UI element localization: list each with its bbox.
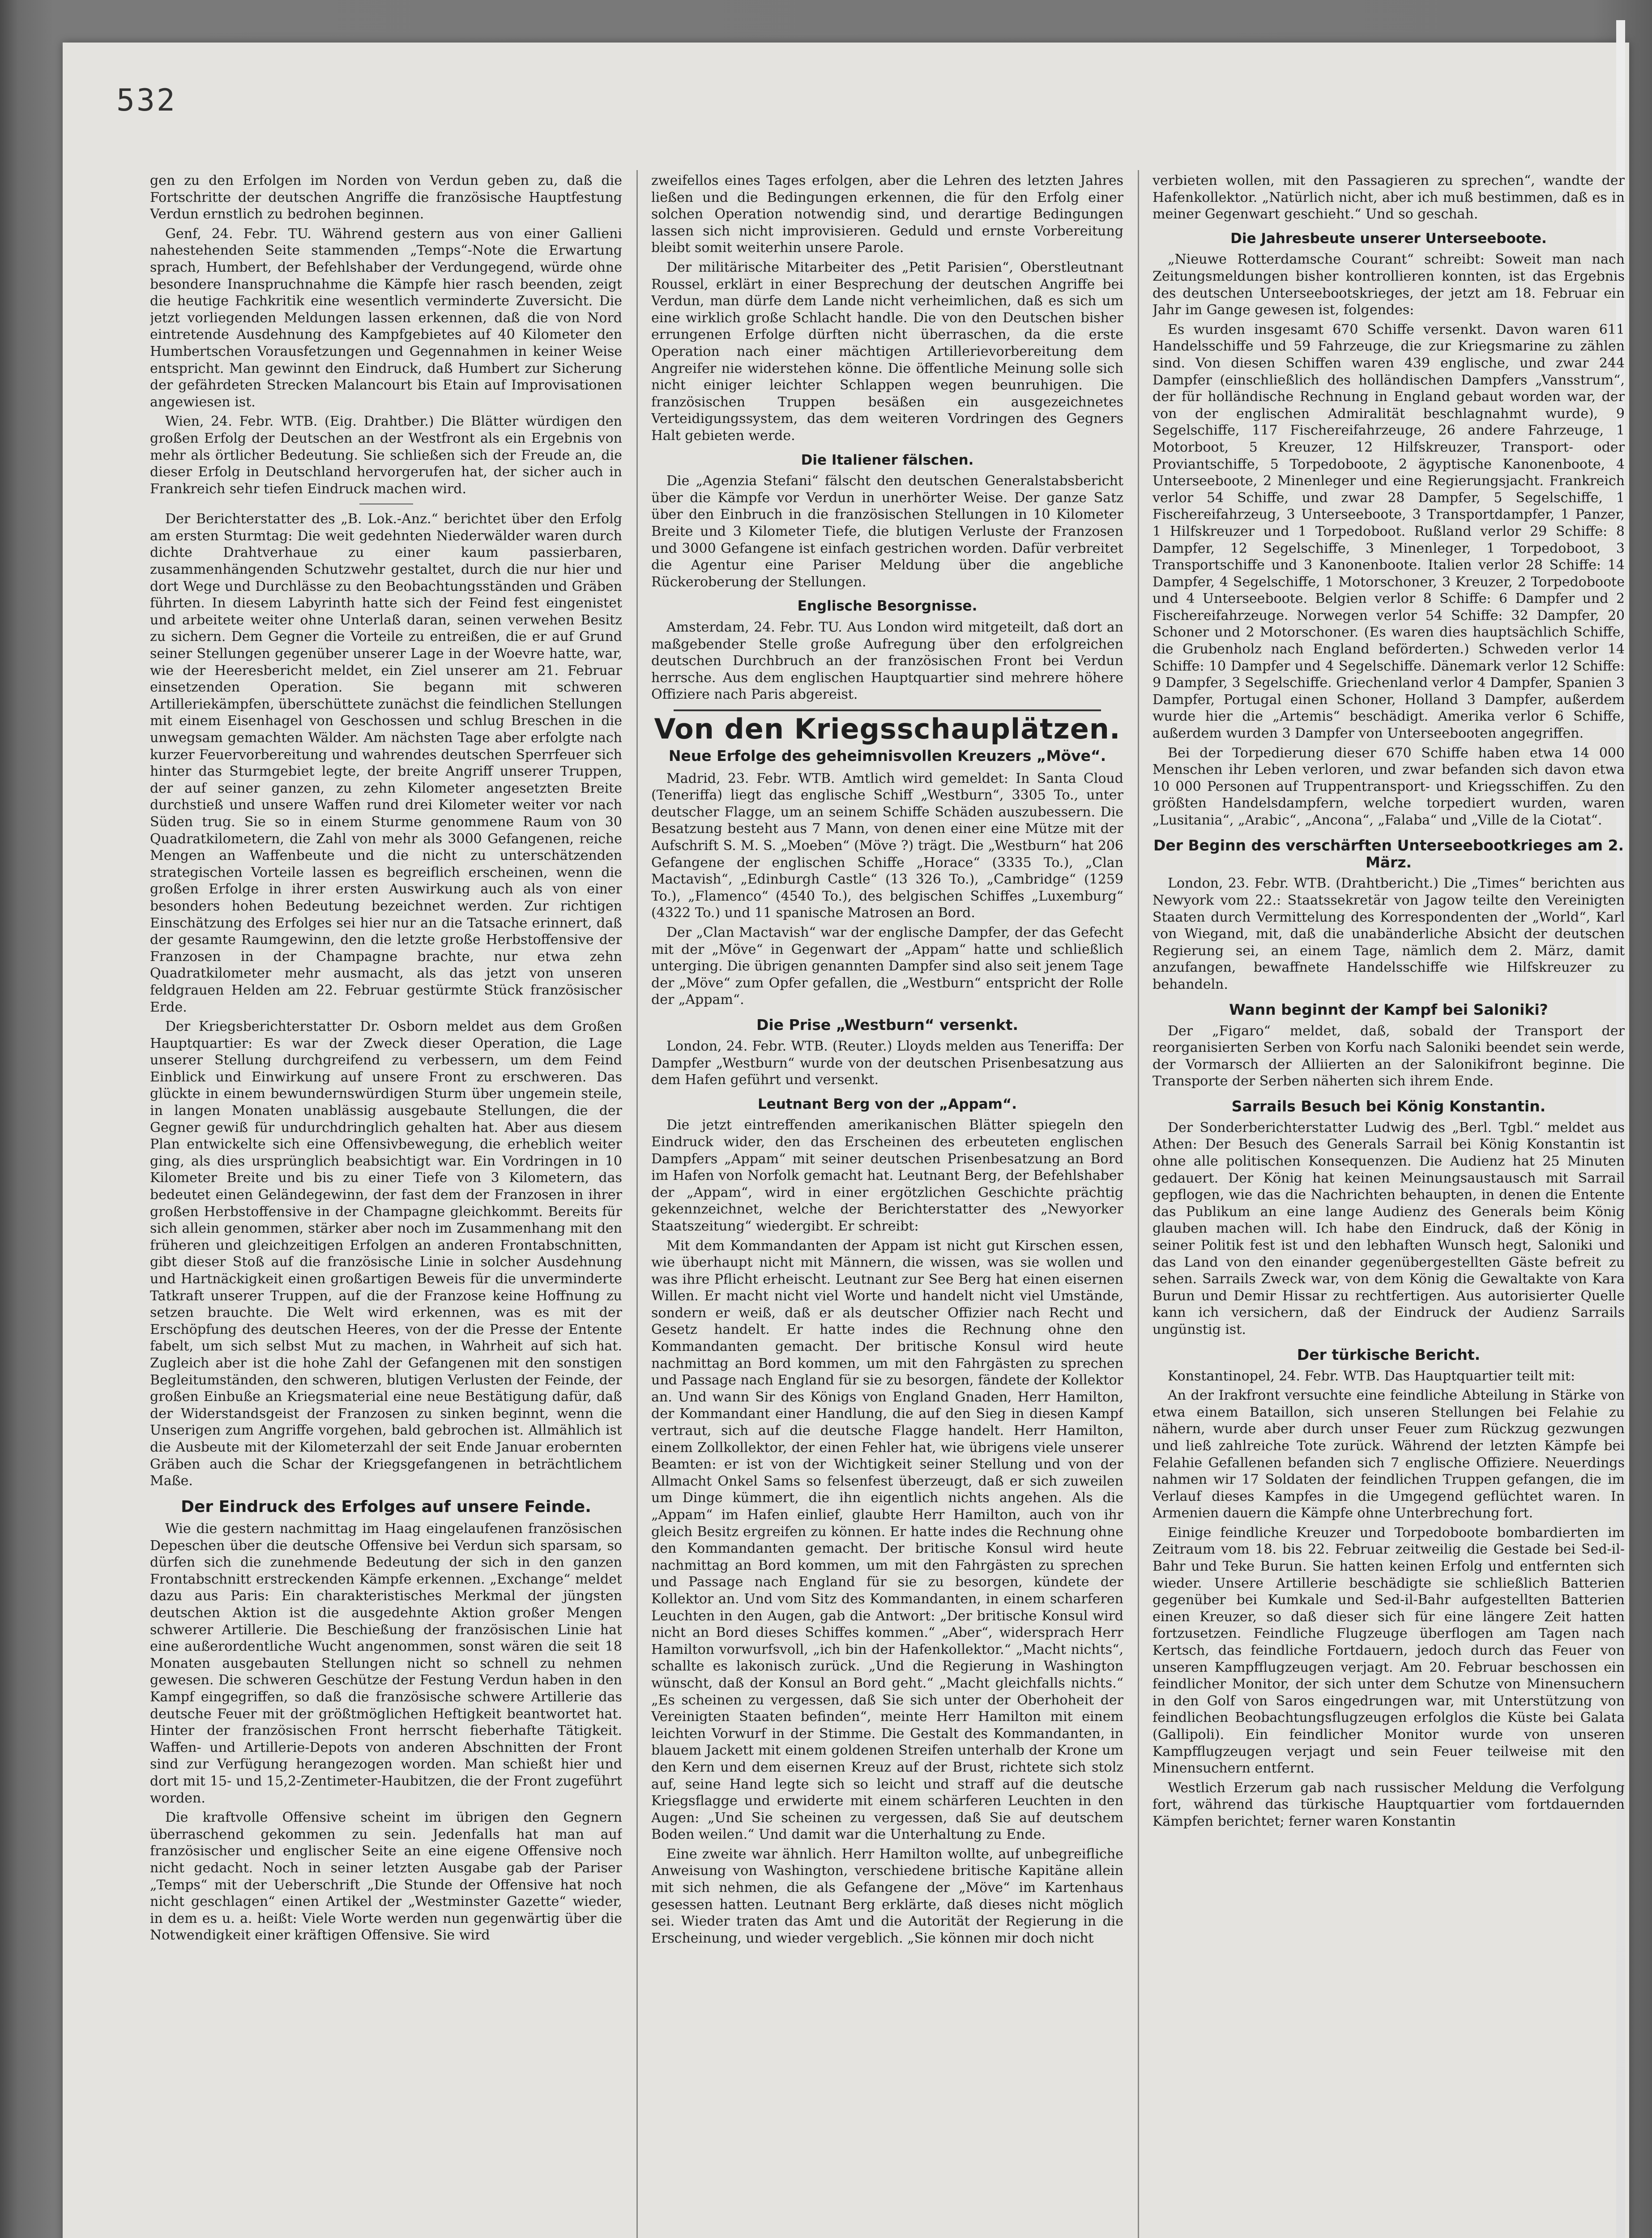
- article-paragraph: Der Sonderberichterstatter Ludwig des „Berl. Tgbl.“ meldet aus Athen: Der Besuch des Generals Sarrail bei König Konstantin ist ohne alle politischen Konsequenzen. Die Audienz hat 25 Minuten gedauert. Der König hat keinen Meinungsaustausch mit Sarrail gepflogen, wie das die Nachrichten behaupten, in denen die Entente das Publikum an eine lange Audienz des Generals beim König glauben machen will. Ich habe den Eindruck, daß der König in seiner Politik fest ist und den lebhaften Wunsch hegt, Saloniki und das Land von den einander gegenübergestellten Gäste befreit zu sehen. Sarrails Zweck war, von dem König die Gewaltakte von Kara Burun und Demir Hissar zu rechtfertigen. Aus autorisierter Quelle kann ich versichern, daß der Eindruck der Audienz Sarrails ungünstig ist.: [1153, 1119, 1625, 1338]
- article-paragraph: Der „Clan Mactavish“ war der englische Dampfer, der das Gefecht mit der „Möve“ in Gegenwart der „Appam“ hatte und schließlich unterging. Die übrigen genannten Dampfer sind also seit jenem Tage der „Möve“ zum Opfer gefallen, die „Westburn“ entspricht der Rolle der „Appam“.: [651, 925, 1123, 1008]
- article-headline: Wann beginnt der Kampf bei Saloniki?: [1229, 1000, 1548, 1018]
- article-paragraph: gen zu den Erfolgen im Norden von Verdun geben zu, daß die Fortschritte der deutschen Angriffe die französische Hauptfestung Verdun ernstlich zu bedrohen beginnen.: [150, 173, 622, 222]
- page-number: 532: [116, 83, 177, 118]
- article-paragraph: Eine zweite war ähnlich. Herr Hamilton wollte, auf unbegreifliche Anweisung von Washington, verschiedene britische Kapitäne allein mit sich nehmen, die als Gefangene der „Möve“ im Kartenhaus gesessen hatten. Leutnant Berg erklärte, daß dieses nicht möglich sei. Wieder traten das Amt und die Autorität der Regierung in die Erscheinung, und wieder vergeblich. „Sie können mir doch nicht: [651, 1846, 1123, 1946]
- article-headline: Die Italiener fälschen.: [801, 452, 974, 468]
- column-2: [651, 172, 1123, 2238]
- article-paragraph: „Nieuwe Rotterdamsche Courant“ schreibt: Soweit man nach Zeitungsmeldungen bisher kontrollieren konnten, ist das Ergebnis des deutschen Unterseebootskrieges, der jetzt am 18. Februar ein Jahr im Gange gewesen ist, folgendes:: [1153, 252, 1625, 318]
- column-3: [1153, 172, 1625, 2238]
- article-paragraph: Einige feindliche Kreuzer und Torpedoboote bombardierten im Zeitraum vom 18. bis 22. Februar zeitweilig die Gestade bei Sed-il-Bahr und Teke Burun. Sie hatten keinen Erfolg und entfernten sich wieder. Unsere Artillerie beschädigte sie schließlich Batterien gegenüber bei Kumkale und Sed-il-Bahr aufgestellten Batterien einen Kreuzer, so daß dieser sich für eine längere Zeit hatten fortzusetzen. Feindliche Flugzeuge überflogen am Tagen nach Kertsch, das feindliche Fortdauern, jedoch durch das Feuer von unseren Kampfflugzeugen verjagt. Am 20. Februar beschossen ein feindlicher Monitor, der sich unter dem Schutze von Minensuchern in den Golf von Saros eingedrungen war, mit Unterstützung von feindlichen Beobachtungsflugzeugen erfolglos die Küste bei Galata (Gallipoli). Ein feindlicher Monitor wurde von unseren Kampfflugzeugen verjagt und sein Feuer teilweise mit den Minensuchern entfernt.: [1153, 1525, 1625, 1777]
- article-headline: Der Eindruck des Erfolges auf unsere Feinde.: [181, 1497, 591, 1516]
- article-paragraph: An der Irakfront versuchte eine feindliche Abteilung in Stärke von etwa einem Bataillon, sich unseren Stellungen bei Felahie zu nähern, wurde aber durch unser Feuer zum Rückzug gezwungen und ließ zahlreiche Tote zurück. Während der letzten Kämpfe bei Felahie Gefallenen befanden sich 7 englische Offiziere. Neuerdings nahmen wir 17 Soldaten der feindlichen Truppen gefangen, die im Verlauf dieses Kampfes in die Umgegend geflüchtet waren. In Armenien dauern die Kämpfe ohne Unterbrechung fort.: [1153, 1388, 1625, 1521]
- article-paragraph: Der militärische Mitarbeiter des „Petit Parisien“, Oberstleutnant Roussel, erklärt in einer Besprechung der deutschen Angriffe bei Verdun, man dürfe dem Lande nicht verheimlichen, daß es sich um eine wirklich große Schlacht handle. Die von den Deutschen bisher errungenen Erfolge dürften nicht überraschen, da die erste Operation nach einer mächtigen Artillerievorbereitung dem Angreifer nie widerstehen könne. Die öffentliche Meinung solle sich nicht einiger leichter Schlappen wegen beunruhigen. Die französischen Truppen besäßen ein ausgezeichnetes Verteidigungssystem, das dem weiteren Vordringen des Gegners Halt gebieten werde.: [651, 259, 1123, 444]
- article-headline: Englische Besorgnisse.: [797, 598, 978, 615]
- article-paragraph: London, 23. Febr. WTB. (Drahtbericht.) Die „Times“ berichten aus Newyork vom 22.: Staatssekretär von Jagow teilte den Vereinigten Staaten durch Vermittelung des Korrespondenten der „World“, Karl von Wiegand, mit, daß die unabänderliche Absicht der deutschen Regierung sei, an einem Tage, nämlich dem 2. März, damit anzufangen, bewaffnete Handelsschiffe wie Hilfskreuzer zu behandeln.: [1153, 876, 1625, 993]
- section-divider: [674, 709, 1101, 711]
- section-banner: Von den Kriegsschauplätzen.: [654, 712, 1121, 745]
- article-headline: Die Jahresbeute unserer Unterseeboote.: [1230, 230, 1547, 247]
- column-rule: [1138, 170, 1139, 2238]
- article-paragraph: Es wurden insgesamt 670 Schiffe versenkt. Davon waren 611 Handelsschiffe und 59 Fahrzeuge, die zur Kriegsmarine zu zählen sind. Von diesen Schiffen waren 439 englische, und zwar 244 Dampfer (einschließlich des holländischen Dampfers „Vansstrum“, der für holländische Rechnung in England gebaut worden war, der von der englischen Admiralität beschlagnahmt wurde), 9 Segelschiffe, 117 Fischereifahrzeuge, 26 andere Fahrzeuge, 1 Motorboot, 5 Kreuzer, 12 Hilfskreuzer, Transport- oder Proviantschiffe, 5 Torpedoboote, 2 ägyptische Kanonenboote, 4 Unterseeboote, 2 Minenleger und eine Regierungsjacht. Frankreich verlor 54 Schiffe, und zwar 28 Dampfer, 5 Segelschiffe, 1 Fischereifahrzeug, 3 Unterseeboote, 3 Transportdampfer, 1 Panzer, 1 Hilfskreuzer und 1 Torpedoboot. Rußland verlor 29 Schiffe: 8 Dampfer, 12 Segelschiffe, 3 Minenleger, 1 Torpedoboot, 3 Transportschiffe und 3 Kanonenboote. Italien verlor 28 Schiffe: 14 Dampfer, 4 Segelschiffe, 1 Motorschoner, 3 Kreuzer, 2 Torpedoboote und 4 Unterseeboote. Belgien verlor 8 Schiffe: 6 Dampfer und 2 Fischereifahrzeuge. Norwegen verlor 54 Schiffe: 32 Dampfer, 20 Schoner und 2 Motorschoner. (Es waren dies hauptsächlich Schiffe, die Grubenholz nach England beförderten.) Schweden verlor 14 Schiffe: 10 Dampfer und 4 Segelschiffe. Dänemark verlor 12 Schiffe: 9 Dampfer, 3 Segelschiffe. Griechenland verlor 4 Dampfer, Spanien 3 Dampfer, Portugal einen Schoner, Holland 3 Dampfer, außerdem wurde hier die „Artemis“ beschädigt. Amerika verlor 6 Schiffe, außerdem wurden 3 Dampfer von Unterseebooten angegriffen.: [1153, 321, 1625, 742]
- article-paragraph: Der Berichterstatter des „B. Lok.-Anz.“ berichtet über den Erfolg am ersten Sturmtag: Die weit gedehnten Niederwälder waren durch dichte Drahtverhaue zu einer kaum passierbaren, zusammenhängenden Schutzwehr gestaltet, durch die nur hier und dort Wege und Durchlässe zu den Beobachtungsständen und Gräben führten. In diesem Labyrinth hatte sich der Feind fest eingenistet und arbeitete weiter ohne Unterlaß daran, seinen verwehen Besitz zu sichern. Dem Gegner die Vorteile zu entreißen, die er auf Grund seiner Stellungen gegenüber unserer Lage in der Woevre hatte, war, wie der Heeresbericht meldet, ein Ziel unserer am 21. Februar einsetzenden Operation. Sie begann mit schweren Artilleriekämpfen, überschüttete zunächst die feindlichen Stellungen mit einem Eisenhagel von Geschossen und schlug Breschen in die unwegsam gemachten Wälder. Am nächsten Tage aber erfolgte nach kurzer Feuervorbereitung und wahrendes deutschen Sperrfeuer sich hinter das Sturmgebiet legte, der breite Angriff unserer Truppen, der auf seiner ganzen, zu zehn Kilometer angesetzten Breite durchstieß und unsere Waffen rund drei Kilometer weiter vor nach Süden trug. Sie so in einem Sturme genommene Raum von 30 Quadratkilometern, die Zahl von mehr als 3000 Gefangenen, reiche Mengen an Waffenbeute und die nicht zu unterschätzenden strategischen Vorteile lassen es begreiflich erscheinen, wenn die großen Erfolge in ihrer ersten Auswirkung auch als von einer besonders hohen Bedeutung bezeichnet werden. Zur richtigen Einschätzung des Erfolges sei hier nur an die Tatsache erinnert, daß der gesamte Raumgewinn, den die letzte große Herbstoffensive der Franzosen in der Champagne brachte, nur etwa zehn Quadratkilometer mehr ausmacht, als das jetzt von unseren feldgrauen Helden am 22. Februar gestürmte Stück französischer Erde.: [150, 511, 622, 1015]
- article-headline: Leutnant Berg von der „Appam“.: [757, 1096, 1017, 1112]
- article-paragraph: zweifellos eines Tages erfolgen, aber die Lehren des letzten Jahres ließen und die Bedingungen erkennen, die für den Erfolg einer solchen Operation notwendig sind, und derartige Bedingungen lassen sich nicht improvisieren. Geduld und ernste Vorbereitung bleibt somit weiterhin unsere Parole.: [651, 173, 1123, 256]
- article-paragraph: Der Kriegsberichterstatter Dr. Osborn meldet aus dem Großen Hauptquartier: Es war der Zweck dieser Operation, die Lage unserer Stellung durchgreifend zu verbessern, um dem Feind Einblick und Einwirkung auf unsere Front zu erschweren. Das glückte in einem bewundernswürdigen Sturm über ungemein steile, in langen Monaten unablässig ausgebaute Stellungen, die der Gegner gewiß für undurchdringlich gehalten hat. Aber aus diesem Plan entwickelte sich eine Offensivbewegung, die erheblich weiter ging, als dies ursprünglich beabsichtigt war. Ein Vordringen in 10 Kilometer Breite und bis zu einer Tiefe von 3 Kilometern, das bedeutet einen Geländegewinn, der fast dem der Franzosen in ihrer großen Herbstoffensive in der Champagne gleichkommt. Bereits für sich allein genommen, stärker aber noch im Zusammenhang mit den früheren und gleichzeitigen Erfolgen an anderen Frontabschnitten, gibt dieser Stoß auf die französische Linie in solcher Ausdehnung und Hartnäckigkeit einen großartigen Beweis für die unverminderte Tatkraft unserer Truppen, auf die der Franzose keine Hoffnung zu setzen brauchte. Die Welt wird erkennen, was es mit der Erschöpfung des deutschen Heeres, von der die Presse der Entente fabelt, um sich selbst Mut zu machen, in Wahrheit auf sich hat. Zugleich aber ist die hohe Zahl der Gefangenen mit den sonstigen Begleitumständen, den schweren, blutigen Verlusten der Feinde, der großen Einbuße an Kriegsmaterial eine neue Bestätigung dafür, daß der Widerstandsgeist der Franzosen zu sinken beginnt, wenn die Unserigen zum Angriffe vorgehen, bald gebrochen ist. Allmählich ist die Ausbeute mit der Kilometerzahl der seit Ende Januar erobernten Gräben auch die Schar der Kriegsgefangenen in beträchtlichem Maße.: [150, 1019, 622, 1489]
- article-paragraph: Die kraftvolle Offensive scheint im übrigen den Gegnern überraschend gekommen zu sein. Jedenfalls hat man auf französischer und englischer Seite an eine eigene Offensive noch nicht gedacht. Noch in seiner letzten Ausgabe gab der Pariser „Temps“ mit der Ueberschrift „Die Stunde der Offensive hat noch nicht geschlagen“ einen Artikel der „Westminster Gazette“ wieder, in dem es u. a. heißt: Viele Worte werden nun gegenwärtig über die Notwendigkeit einer kräftigen Offensive. Sie wird: [150, 1810, 622, 1943]
- article-paragraph: Wie die gestern nachmittag im Haag eingelaufenen französischen Depeschen über die deutsche Offensive bei Verdun sich sparsam, so dürfen sich die zunehmende Bedeutung der sich in den ganzen Frontabschnitt erstreckenden Kämpfe erkennen. „Exchange“ meldet dazu aus Paris: Ein charakteristisches Merkmal der jüngsten deutschen Aktion ist die ausgedehnte Aktion großer Mengen schwerer Artillerie. Die Beschießung der französischen Linie hat eine außerordentliche Wucht angenommen, sonst wären die seit 18 Monaten ausgebauten Stellungen nicht so schnell zu nehmen gewesen. Die schweren Geschütze der Festung Verdun haben in den Kampf eingegriffen, so daß die französische schwere Artillerie das deutsche Feuer mit der größtmöglichen Heftigkeit beantwortet hat. Hinter der französischen Front herrscht fieberhafte Tätigkeit. Waffen- und Artillerie-Depots von anderen Abschnitten der Front sind zur Verfügung herangezogen worden. Man schießt hier und dort mit 15- und 15,2-Zentimeter-Haubitzen, die der Front zugeführt worden.: [150, 1521, 622, 1806]
- article-paragraph: Die jetzt eintreffenden amerikanischen Blätter spiegeln den Eindruck wider, den das Erscheinen des erbeuteten englischen Dampfers „Appam“ mit seiner deutschen Prisenbesatzung an Bord im Hafen von Norfolk gemacht hat. Leutnant Berg, der Befehlshaber der „Appam“, wird in einer ergötzlichen Geschichte prächtig gekennzeichnet, welche der Berichterstatter des „Newyorker Staatszeitung“ wiedergibt. Er schreibt:: [651, 1117, 1123, 1234]
- article-headline: Der Beginn des verschärften Unterseebootkrieges am 2. März.: [1153, 836, 1624, 871]
- article-paragraph: Wien, 24. Febr. WTB. (Eig. Drahtber.) Die Blätter würdigen den großen Erfolg der Deutschen an der Westfront als ein Ergebnis von mehr als örtlicher Bedeutung. Sie schließen sich der Freude an, die dieser Erfolg in Deutschland hervorgerufen hat, der sicher auch in Frankreich sehr tiefen Eindruck machen wird.: [150, 414, 622, 497]
- article-paragraph: Bei der Torpedierung dieser 670 Schiffe haben etwa 14 000 Menschen ihr Leben verloren, und zwar befanden sich davon etwa 10 000 Personen auf Truppentransport- und Kriegsschiffen. Zu den größten Handelsdampfern, welche torpediert wurden, waren „Lusitania“, „Arabic“, „Ancona“, „Falaba“ und „Ville de la Ciotat“.: [1153, 745, 1625, 829]
- article-paragraph: Die „Agenzia Stefani“ fälscht den deutschen Generalstabsbericht über die Kämpfe vor Verdun in unerhörter Weise. Der ganze Satz über den Einbruch in die französischen Stellungen in 10 Kilometer Breite und 3 Kilometer Tiefe, die blutigen Verluste der Franzosen und 3000 Gefangene ist einfach gestrichen worden. Dafür verbreitet die Agentur eine Pariser Meldung über die angebliche Rückeroberung der Stellungen.: [651, 473, 1123, 590]
- column-rule: [636, 170, 638, 2238]
- section-subheadline: Neue Erfolge des geheimnisvollen Kreuzers „Möve“.: [668, 747, 1106, 765]
- article-paragraph: Der „Figaro“ meldet, daß, sobald der Transport der reorganisierten Serben von Korfu nach Saloniki beendet sein werde, der Vormarsch der Alliierten an der Salonikifront beginne. Die Transporte der Serben näherten sich ihrem Ende.: [1153, 1023, 1625, 1089]
- article-paragraph: Amsterdam, 24. Febr. TU. Aus London wird mitgeteilt, daß dort an maßgebender Stelle große Aufregung über den erfolgreichen deutschen Durchbruch an der französischen Front bei Verdun herrsche. Aus dem englischen Hauptquartier sind mehrere höhere Offiziere nach Paris abgereist.: [651, 619, 1123, 703]
- article-paragraph: Westlich Erzerum gab nach russischer Meldung die Verfolgung fort, während das türkische Hauptquartier vom fortdauernden Kämpfen berichtet; ferner waren Konstantin: [1153, 1780, 1625, 1829]
- article-paragraph: Genf, 24. Febr. TU. Während gestern aus von einer Gallieni nahestehenden Seite stammenden „Temps“-Note die Erwartung sprach, Humbert, der Befehlshaber der Verdungegend, würde ohne besondere Inanspruchnahme die Kämpfe hier rasch beenden, zeigt die heutige Fachkritik eine wesentlich verminderte Zuversicht. Die jetzt vorliegenden Meldungen lassen erkennen, daß die von Nord eintretende Ausdehnung des Kampfgebietes auf 40 Kilometer den Humbertschen Vorausfetzungen und Gegennahmen in keiner Weise entspricht. Man gewinnt den Eindruck, daß Humbert zur Sicherung der gefährdeten Strecken Malancourt bis Etain auf Improvisationen angewiesen ist.: [150, 226, 622, 410]
- column-1: [150, 172, 622, 2238]
- article-paragraph: Konstantinopel, 24. Febr. WTB. Das Hauptquartier teilt mit:: [1168, 1368, 1575, 1384]
- article-paragraph: Mit dem Kommandanten der Appam ist nicht gut Kirschen essen, wie überhaupt nicht mit Männern, die wissen, was sie wollen und was ihre Pflicht erheischt. Leutnant zur See Berg hat einen eisernen Willen. Er macht nicht viel Worte und handelt nicht viel Umstände, sondern er weiß, daß er als deutscher Offizier nach Recht und Gesetz handelt. Er hatte indes die Rechnung ohne den Kommandanten gemacht. Der britische Konsul wird heute nachmittag an Bord kommen, um mit den Fahrgästen zu sprechen und Passage nach England für sie zu besorgen, fändete der Kollektor an. Und wann Sir des Königs von England Gnaden, Herr Hamilton, der Kommandant einer Handlung, die auf den Sieg in diesen Kampf vertraut, sich auf die deutsche Flagge handelt. Herr Hamilton, einem Zollkollektor, der einen Fehler hat, wie übrigens viele unserer Beamten: er ist von der Wichtigkeit seiner Stellung und von der Allmacht Onkel Sams so felsenfest überzeugt, daß er sich zuweilen um Dinge kümmert, die ihn eigentlich nichts angehen. Als die „Appam“ im Hafen einlief, glaubte Herr Hamilton, auch von ihr gleich Besitz ergreifen zu können. Er hatte indes die Rechnung ohne den Kommandanten gemacht. Der britische Konsul wird heute nachmittag an Bord kommen, um mit den Fahrgästen zu sprechen und Passage nach England für sie zu besorgen, kündete der Kollektor an. Und vom Sitz des Kommandanten, in einem scharferen Leuchten in den Augen, gab die Antwort: „Der britische Konsul wird nicht an Bord dieses Schiffes kommen.“ „Aber“, widersprach Herr Hamilton vorwurfsvoll, „ich bin der Hafenkollektor.“ „Macht nichts“, schallte es lakonisch zurück. „Und die Regierung in Washington wünscht, daß der Konsul an Bord geht.“ „Macht gleichfalls nichts.“ „Es scheinen zu vergessen, daß Sie sich unter der Oberhoheit der Vereinigten Staaten befinden“, meinte Herr Hamilton mit einem leichten Vorwurf in der Stimme. Die Gestalt des Kommandanten, in blauem Jackett mit einem goldenen Streifen unterhalb der Krone um den Kern und dem eisernen Kreuz auf der Brust, richtete sich stolz auf, seine Hand legte sich so leicht und straff auf die deutsche Kriegsflagge und erwiderte mit einem schärferen Leuchten in den Augen: „Und Sie scheinen zu vergessen, daß Sie auf deutschem Boden weilen.“ Und damit war die Unterhaltung zu Ende.: [651, 1238, 1123, 1843]
- article-headline: Die Prise „Westburn“ versenkt.: [756, 1016, 1019, 1034]
- article-paragraph: verbieten wollen, mit den Passagieren zu sprechen“, wandte der Hafenkollektor. „Natürlich nicht, aber ich muß bestimmen, daß es in meiner Gegenwart geschieht.“ Und so geschah.: [1153, 173, 1625, 222]
- article-headline: Sarrails Besuch bei König Konstantin.: [1231, 1097, 1546, 1115]
- article-paragraph: London, 24. Febr. WTB. (Reuter.) Lloyds melden aus Teneriffa: Der Dampfer „Westburn“ wurde von der deutschen Prisenbesatzung aus dem Hafen geführt und versenkt.: [651, 1038, 1123, 1088]
- article-headline: Der türkische Bericht.: [1297, 1345, 1481, 1363]
- article-paragraph: Madrid, 23. Febr. WTB. Amtlich wird gemeldet: In Santa Cloud (Teneriffa) liegt das englische Schiff „Westburn“, 3305 To., unter deutscher Flagge, um an seinem Schiffe Schäden auszubessern. Die Besatzung besteht aus 7 Mann, von denen einer eine Mütze mit der Aufschrift S. M. S. „Moeben“ (Möve ?) trägt. Die „Westburn“ hat 206 Gefangene der englischen Schiffe „Horace“ (3335 To.), „Clan Mactavish“, „Edinburgh Castle“ (13 326 To.), „Cambridge“ (1259 To.), „Flamenco“ (4540 To.), des belgischen Schiffes „Luxemburg“ (4322 To.) und 11 spanische Matrosen an Bord.: [651, 770, 1123, 921]
